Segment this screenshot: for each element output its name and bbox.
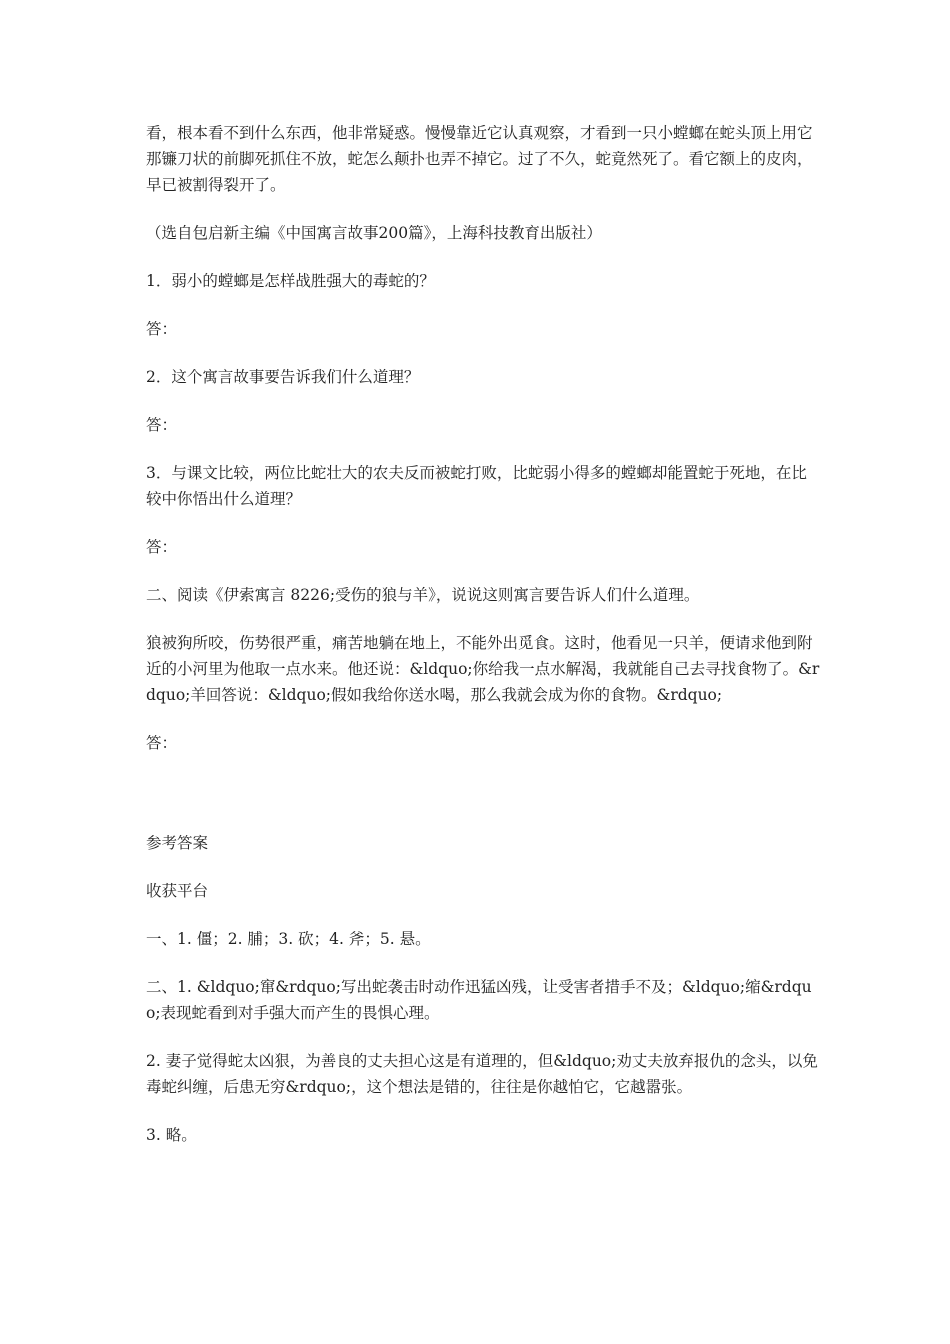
source-citation: （选自包启新主编《中国寓言故事200篇》，上海科技教育出版社） [146, 224, 602, 242]
question-3: 3．与课文比较，两位比蛇壮大的农夫反而被蛇打败，比蛇弱小得多的螳螂却能置蛇于死地，在比较中你悟出什么道理？ [146, 464, 807, 508]
answer-item-4: 3. 略。 [146, 1126, 197, 1144]
answer-label-4: 答： [146, 734, 178, 752]
answers-subtitle: 收获平台 [146, 882, 209, 900]
document-page [146, 120, 821, 1170]
answer-item-2: 二、1. &ldquo;窜&rdquo;写出蛇袭击时动作迅猛凶残，让受害者措手不及；&ldquo;缩&rdquo;表现蛇看到对手强大而产生的畏惧心理。 [146, 978, 812, 1022]
answer-item-1: 一、1. 僵；2. 脯；3. 砍；4. 斧；5. 悬。 [146, 930, 431, 948]
answer-item-3: 2. 妻子觉得蛇太凶狠，为善良的丈夫担心这是有道理的，但&ldquo;劝丈夫放弃报仇的念头，以免毒蛇纠缠，后患无穷&rdquo;，这个想法是错的，往往是你越怕它，它越嚣张。 [146, 1052, 818, 1096]
question-1: 1．弱小的螳螂是怎样战胜强大的毒蛇的？ [146, 272, 435, 290]
answers-title: 参考答案 [146, 834, 209, 852]
answer-label-1: 答： [146, 320, 178, 338]
answer-label-2: 答： [146, 416, 178, 434]
question-2: 2．这个寓言故事要告诉我们什么道理？ [146, 368, 420, 386]
section-2-heading: 二、阅读《伊索寓言 8226;受伤的狼与羊》，说说这则寓言要告诉人们什么道理。 [146, 586, 700, 604]
fable-text: 狼被狗所咬，伤势很严重，痛苦地躺在地上，不能外出觅食。这时，他看见一只羊，便请求他到附近的小河里为他取一点水来。他还说：&ldquo;你给我一点水解渴，我就能自己去寻找食物了。&rdquo;羊回答说：&ldquo;假如我给你送水喝，那么我就会成为你的食物。&rdquo; [146, 634, 820, 704]
answer-label-3: 答： [146, 538, 178, 556]
story-continuation: 看，根本看不到什么东西，他非常疑惑。慢慢靠近它认真观察，才看到一只小螳螂在蛇头顶上用它那镰刀状的前脚死抓住不放，蛇怎么颠扑也弄不掉它。过了不久，蛇竟然死了。看它额上的皮肉，早已被割得裂开了。 [146, 124, 813, 194]
spacer [146, 778, 821, 830]
